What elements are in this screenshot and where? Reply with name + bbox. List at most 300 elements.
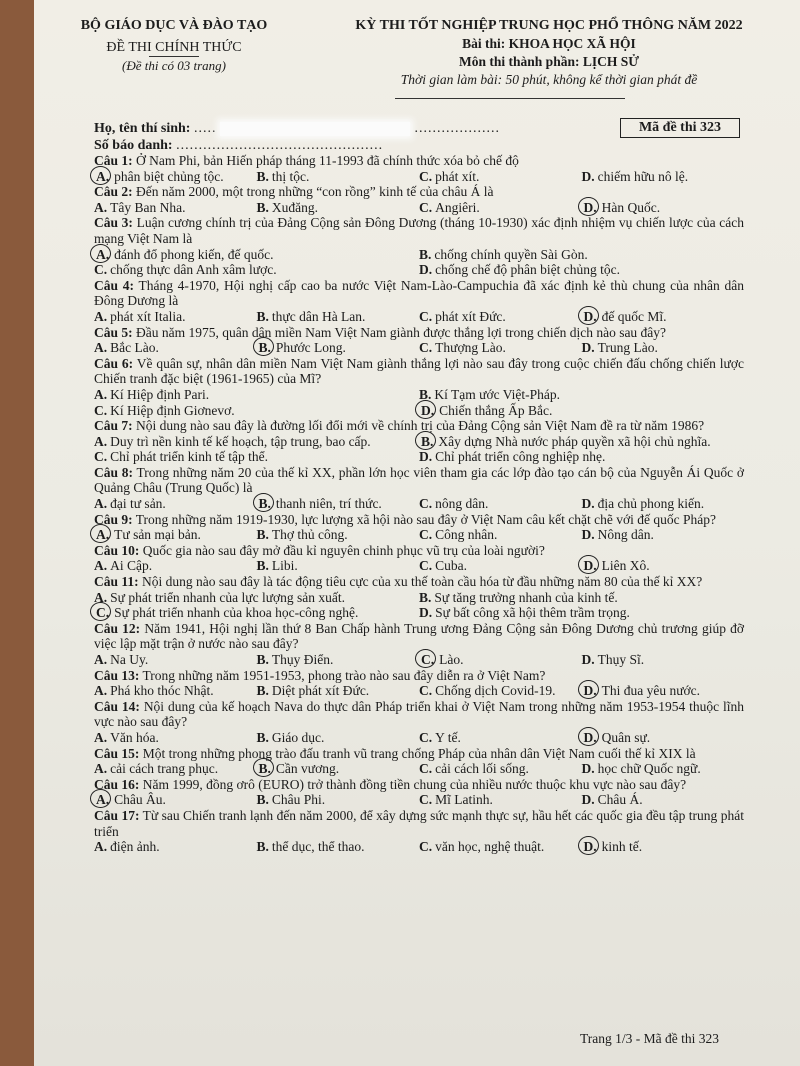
answer-option-b xyxy=(257,558,420,574)
answer-text: Sự phát triển nhanh của khoa học-công nghệ. xyxy=(114,605,359,621)
circled-answer-letter: D. xyxy=(583,308,597,324)
answer-text: Trung Lào. xyxy=(597,340,658,356)
answer-letter: B. xyxy=(256,527,269,543)
answer-letter: C. xyxy=(94,402,108,418)
answer-text: Công nhân. xyxy=(435,527,498,543)
answer-text: phân biệt chủng tộc. xyxy=(114,168,224,184)
answer-letter: C. xyxy=(419,496,433,512)
answer-text: thể dục, thể thao. xyxy=(271,839,365,855)
answer-option-a xyxy=(94,558,257,574)
answer-option-d xyxy=(582,340,745,356)
question-number: Câu 11: xyxy=(94,574,139,590)
answer-text: Tây Ban Nha. xyxy=(110,199,186,215)
question-stem xyxy=(94,621,744,652)
answer-text: Quân sự. xyxy=(601,729,651,745)
answer-letter: D. xyxy=(419,262,433,278)
answer-text: chống thực dân Anh xâm lược. xyxy=(110,262,277,278)
answer-option-c xyxy=(419,309,582,325)
answer-text: chống chế độ phân biệt chủng tộc. xyxy=(435,262,620,278)
circled-answer-letter: C. xyxy=(421,652,435,667)
question-5 xyxy=(94,325,744,356)
answer-text: Chỉ phát triển kinh tế tập thể. xyxy=(110,449,268,465)
question-1 xyxy=(94,153,744,184)
answer-letter: B. xyxy=(256,558,269,574)
question-stem xyxy=(94,153,744,169)
question-12 xyxy=(94,621,744,668)
answer-text: văn học, nghệ thuật. xyxy=(435,839,545,855)
name-dots-before: ..... xyxy=(193,121,217,136)
circled-answer-letter: D. xyxy=(583,839,597,855)
answer-options xyxy=(94,200,744,216)
question-text: Đầu năm 1975, quân dân miền Nam Việt Nam giành được thắng lợi trong chiến dịch nào sau đây? xyxy=(136,324,667,340)
answer-options xyxy=(94,652,744,668)
answer-letter: D. xyxy=(581,792,595,808)
question-number: Câu 17: xyxy=(94,807,140,823)
question-stem xyxy=(94,543,744,559)
answer-option-b xyxy=(257,652,420,668)
answer-letter: C. xyxy=(419,729,433,745)
answer-option-b xyxy=(257,683,420,699)
circled-answer-letter: A. xyxy=(96,168,110,184)
question-text: Về quân sự, nhân dân miền Nam Việt Nam giành thắng lợi nào sau đây trong cuộc chiến đấu chống chiến lược Chiến tranh đặc biệt (1961-1965) của Mĩ? xyxy=(94,355,744,387)
answer-text: Mĩ Latinh. xyxy=(435,792,493,808)
answer-text: Sự tăng trưởng nhanh của kinh tế. xyxy=(434,589,618,605)
answer-option-b xyxy=(257,527,420,543)
answer-option-b xyxy=(257,496,420,512)
circled-answer-letter: D. xyxy=(583,558,597,574)
circled-answer-letter: A. xyxy=(96,527,110,543)
answer-letter: C. xyxy=(419,683,433,699)
answer-option-c xyxy=(94,605,419,621)
answer-letter: C. xyxy=(419,527,433,543)
answer-options xyxy=(94,169,744,185)
answer-option-d xyxy=(582,792,745,808)
answer-letter: C. xyxy=(419,340,433,356)
question-number: Câu 9: xyxy=(94,511,133,527)
answer-letter: C. xyxy=(419,792,433,808)
question-stem xyxy=(94,512,744,528)
answer-letter: D. xyxy=(419,605,433,621)
test-label: Bài thi: KHOA HỌC XÃ HỘI xyxy=(462,36,636,51)
question-number: Câu 15: xyxy=(94,745,140,761)
answer-options xyxy=(94,387,744,418)
answer-options xyxy=(94,730,744,746)
answer-text: Lào. xyxy=(439,652,464,667)
answer-letter: B. xyxy=(256,652,269,667)
question-text: Luận cương chính trị của Đảng Cộng sản Đông Dương (tháng 10-1930) xác định nhiệm vụ chiến lược của cách mạng Việt Nam là xyxy=(94,215,744,246)
question-6 xyxy=(94,356,744,418)
answer-option-d xyxy=(582,200,745,216)
answer-letter: B. xyxy=(256,199,269,215)
question-number: Câu 16: xyxy=(94,776,140,792)
answer-option-d xyxy=(419,605,744,621)
answer-option-d xyxy=(582,652,745,668)
answer-letter: C. xyxy=(419,839,433,855)
answer-letter: A. xyxy=(94,589,108,605)
candidate-id-label: Số báo danh: xyxy=(94,138,173,153)
answer-text: Liên Xô. xyxy=(601,558,650,574)
answer-options xyxy=(94,340,744,356)
question-9 xyxy=(94,512,744,543)
answer-letter: D. xyxy=(581,527,595,543)
question-list xyxy=(94,153,744,855)
answer-letter: C. xyxy=(419,308,433,324)
answer-text: Chiến thắng Ấp Bắc. xyxy=(439,402,553,418)
answer-option-d xyxy=(582,730,745,746)
answer-text: Phước Long. xyxy=(275,340,346,356)
answer-letter: B. xyxy=(256,839,269,855)
answer-text: thị tộc. xyxy=(271,168,310,184)
candidate-name-row xyxy=(94,120,500,137)
answer-letter: C. xyxy=(419,199,433,215)
question-text: Trong những năm 1919-1930, lực lượng xã hội nào sau đây ở Việt Nam câu kết chặt chẽ với đế quốc Pháp? xyxy=(135,511,716,527)
exam-header xyxy=(34,18,774,100)
answer-option-d xyxy=(419,403,744,419)
answer-option-d xyxy=(582,558,745,574)
question-number: Câu 8: xyxy=(94,464,134,480)
answer-text: Xuđăng. xyxy=(271,199,319,215)
question-stem xyxy=(94,574,744,590)
answer-text: Cuba. xyxy=(435,558,467,574)
circled-answer-letter: B. xyxy=(258,496,271,512)
answer-letter: C. xyxy=(94,262,108,278)
answer-text: chống chính quyền Sài Gòn. xyxy=(434,246,588,262)
answer-text: thực dân Hà Lan. xyxy=(271,308,366,324)
answer-option-a xyxy=(94,169,257,185)
answer-options xyxy=(94,792,744,808)
answer-letter: B. xyxy=(256,729,269,745)
answer-text: nông dân. xyxy=(435,496,489,512)
answer-text: Xây dựng Nhà nước pháp quyền xã hội chủ nghĩa. xyxy=(438,433,711,449)
answer-option-a xyxy=(94,590,419,606)
answer-option-a xyxy=(94,839,257,855)
answer-letter: B. xyxy=(419,246,432,262)
answer-letter: A. xyxy=(94,340,108,356)
answer-option-d xyxy=(582,839,745,855)
question-7 xyxy=(94,418,744,465)
answer-text: Thi đua yêu nước. xyxy=(601,683,701,699)
answer-options xyxy=(94,309,744,325)
answer-text: Thượng Lào. xyxy=(435,340,506,356)
question-16 xyxy=(94,777,744,808)
question-stem xyxy=(94,777,744,793)
circled-answer-letter: B. xyxy=(258,761,271,777)
exam-title: KỲ THI TỐT NGHIỆP TRUNG HỌC PHỔ THÔNG NĂM 2022 xyxy=(355,18,743,33)
answer-option-c xyxy=(419,558,582,574)
name-dots-after: ................... xyxy=(414,121,500,136)
question-text: Nội dung nào sau đây là đường lối đổi mới về chính trị của Đảng Cộng sản Việt Nam đề ra từ năm 1986? xyxy=(136,418,705,434)
answer-letter: B. xyxy=(419,589,432,605)
answer-letter: D. xyxy=(419,449,433,465)
answer-text: Kí Hiệp định Giơnevơ. xyxy=(110,402,235,418)
circled-answer-letter: B. xyxy=(258,340,271,356)
answer-option-c xyxy=(94,403,419,419)
answer-options xyxy=(94,761,744,777)
answer-option-a xyxy=(94,761,257,777)
question-text: Từ sau Chiến tranh lạnh đến năm 2000, để xây dựng sức mạnh thực sự, hầu hết các quốc gia đều tập trung phát triển xyxy=(94,807,744,839)
answer-option-a xyxy=(94,340,257,356)
answer-text: địa chủ phong kiến. xyxy=(597,496,705,512)
answer-text: Hàn Quốc. xyxy=(601,199,661,215)
answer-text: đế quốc Mĩ. xyxy=(601,308,667,324)
candidate-info xyxy=(94,120,500,154)
answer-option-b xyxy=(257,309,420,325)
question-text: Nội dung của kế hoạch Nava do thực dân Pháp triển khai ở Việt Nam trong những năm 1953-1954 thuộc lĩnh vực nào sau đây? xyxy=(94,698,745,730)
answer-option-b xyxy=(257,792,420,808)
answer-option-a xyxy=(94,496,257,512)
question-11 xyxy=(94,574,744,621)
answer-text: Sự bất công xã hội thêm trầm trọng. xyxy=(435,605,630,621)
answer-text: cải cách trang phục. xyxy=(110,761,219,777)
header-left xyxy=(34,18,314,74)
answer-letter: B. xyxy=(256,683,269,699)
answer-option-c xyxy=(419,839,582,855)
answer-text: Libi. xyxy=(271,558,298,574)
answer-options xyxy=(94,590,744,621)
answer-text: Y tế. xyxy=(435,729,461,745)
circled-answer-letter: D. xyxy=(583,729,597,745)
exam-code-box: Mã đề thi 323 xyxy=(620,118,740,138)
answer-letter: B. xyxy=(256,792,269,808)
answer-letter: C. xyxy=(419,558,433,574)
question-number: Câu 5: xyxy=(94,324,133,340)
question-stem xyxy=(94,808,744,839)
answer-option-c xyxy=(419,340,582,356)
answer-option-d xyxy=(419,449,744,465)
question-stem xyxy=(94,184,744,200)
question-text: Tháng 4-1970, Hội nghị cấp cao ba nước Việt Nam-Lào-Campuchia đã xác định kẻ thù chung của nhân dân Đông Dương là xyxy=(94,277,744,309)
answer-options xyxy=(94,683,744,699)
question-number: Câu 6: xyxy=(94,355,134,371)
circled-answer-letter: D. xyxy=(583,199,597,215)
answer-text: Văn hóa. xyxy=(110,729,159,745)
answer-option-b xyxy=(419,434,744,450)
answer-letter: A. xyxy=(94,496,108,512)
header-right xyxy=(324,18,774,88)
answer-text: đánh đổ phong kiến, đế quốc. xyxy=(114,246,274,262)
answer-letter: A. xyxy=(94,839,108,855)
answer-option-a xyxy=(94,652,257,668)
question-15 xyxy=(94,746,744,777)
page-count-note: (Đề thi có 03 trang) xyxy=(122,58,226,73)
answer-option-a xyxy=(94,247,419,263)
question-text: Trong những năm 1951-1953, phong trào nào sau đây diễn ra ở Việt Nam? xyxy=(142,667,546,683)
answer-letter: C. xyxy=(419,761,433,777)
question-17 xyxy=(94,808,744,855)
answer-option-d xyxy=(582,496,745,512)
answer-option-a xyxy=(94,527,257,543)
question-text: Ở Nam Phi, bản Hiến pháp tháng 11-1993 đã chính thức xóa bỏ chế độ xyxy=(136,153,519,168)
answer-text: phát xít Đức. xyxy=(435,308,506,324)
question-stem xyxy=(94,325,744,341)
question-stem xyxy=(94,418,744,434)
answer-text: Thợ thủ công. xyxy=(271,527,348,543)
answer-letter: A. xyxy=(94,433,108,449)
answer-text: phát xít. xyxy=(435,168,480,184)
circled-answer-letter: A. xyxy=(96,792,110,808)
answer-option-a xyxy=(94,309,257,325)
answer-option-a xyxy=(94,792,257,808)
answer-text: Bắc Lào. xyxy=(110,340,159,356)
answer-text: Chống dịch Covid-19. xyxy=(435,683,556,699)
question-2 xyxy=(94,184,744,215)
answer-option-b xyxy=(257,730,420,746)
answer-text: Angiêri. xyxy=(435,199,480,215)
answer-text: Chỉ phát triển công nghiệp nhẹ. xyxy=(435,449,606,465)
answer-letter: B. xyxy=(419,386,432,402)
answer-option-c xyxy=(419,652,582,668)
ministry-name: BỘ GIÁO DỤC VÀ ĐÀO TẠO xyxy=(80,18,268,33)
question-14 xyxy=(94,699,744,746)
answer-letter: D. xyxy=(581,340,595,356)
answer-options xyxy=(94,839,744,855)
question-text: Nội dung nào sau đây là tác động tiêu cực của xu thế toàn cầu hóa từ đầu những năm 80 của thế kỉ XX? xyxy=(142,574,703,590)
circled-answer-letter: C. xyxy=(96,605,110,621)
time-note: Thời gian làm bài: 50 phút, không kể thời gian phát đề xyxy=(400,72,698,87)
answer-text: Kí Hiệp định Pari. xyxy=(110,386,210,402)
answer-text: Châu Á. xyxy=(597,792,643,808)
subject-label: Môn thi thành phần: LỊCH SỬ xyxy=(459,54,639,69)
answer-option-b xyxy=(257,340,420,356)
answer-letter: D. xyxy=(581,761,595,777)
question-text: Năm 1999, đồng ơrô (EURO) trở thành đồng tiền chung của nhiều nước thuộc khu vực nào sau đây? xyxy=(142,776,687,792)
answer-option-c xyxy=(419,169,582,185)
answer-text: phát xít Italia. xyxy=(110,308,186,324)
question-4 xyxy=(94,278,744,325)
answer-option-b xyxy=(419,247,744,263)
answer-text: Kí Tạm ước Việt-Pháp. xyxy=(434,386,561,402)
answer-text: chiếm hữu nô lệ. xyxy=(597,168,689,184)
answer-option-d xyxy=(582,169,745,185)
question-stem xyxy=(94,278,744,309)
question-stem xyxy=(94,668,744,684)
answer-option-a xyxy=(94,434,419,450)
header-divider-right xyxy=(395,98,625,99)
answer-option-c xyxy=(419,200,582,216)
answer-option-b xyxy=(257,839,420,855)
answer-option-c xyxy=(419,496,582,512)
candidate-name-label: Họ, tên thí sinh: xyxy=(94,121,191,136)
answer-text: Cần vương. xyxy=(275,761,340,777)
answer-option-d xyxy=(582,761,745,777)
answer-text: Thụy Điển. xyxy=(271,652,334,667)
answer-text: kinh tế. xyxy=(601,839,643,855)
answer-options xyxy=(94,247,744,278)
answer-text: Châu Âu. xyxy=(114,792,166,808)
question-stem xyxy=(94,699,744,730)
answer-letter: D. xyxy=(581,496,595,512)
answer-text: Duy trì nền kinh tế kế hoạch, tập trung, bao cấp. xyxy=(110,433,371,449)
answer-option-d xyxy=(582,309,745,325)
answer-text: Giáo dục. xyxy=(271,729,325,745)
question-stem xyxy=(94,356,744,387)
answer-letter: D. xyxy=(581,168,595,184)
question-number: Câu 14: xyxy=(94,698,140,714)
answer-options xyxy=(94,558,744,574)
question-number: Câu 13: xyxy=(94,667,140,683)
answer-option-b xyxy=(257,169,420,185)
answer-letter: A. xyxy=(94,558,108,574)
answer-letter: D. xyxy=(581,652,595,667)
answer-text: Sự phát triển nhanh của lực lượng sản xuất. xyxy=(110,589,346,605)
answer-letter: C. xyxy=(94,449,108,465)
question-text: Một trong những phong trào đấu tranh vũ trang chống Pháp của nhân dân Việt Nam cuối thế kỉ XIX là xyxy=(142,745,696,761)
answer-letter: B. xyxy=(256,308,269,324)
answer-text: cải cách lối sống. xyxy=(435,761,529,777)
redacted-name xyxy=(220,122,410,136)
answer-option-b xyxy=(419,590,744,606)
answer-option-c xyxy=(419,527,582,543)
question-number: Câu 4: xyxy=(94,277,134,293)
answer-text: học chữ Quốc ngữ. xyxy=(597,761,701,777)
header-divider-left xyxy=(149,56,199,57)
page-footer: Trang 1/3 - Mã đề thi 323 xyxy=(580,1031,719,1046)
answer-text: Phá kho thóc Nhật. xyxy=(110,683,214,699)
answer-letter: A. xyxy=(94,199,108,215)
question-number: Câu 7: xyxy=(94,418,133,434)
answer-letter: A. xyxy=(94,308,108,324)
answer-option-c xyxy=(419,683,582,699)
answer-text: Thụy Sĩ. xyxy=(597,652,645,667)
answer-option-b xyxy=(419,387,744,403)
answer-option-b xyxy=(257,200,420,216)
answer-option-c xyxy=(419,761,582,777)
question-number: Câu 1: xyxy=(94,153,133,168)
question-stem xyxy=(94,215,744,246)
answer-text: thanh niên, trí thức. xyxy=(275,496,382,512)
question-text: Trong những năm 20 của thế kỉ XX, phần lớn học viên tham gia các lớp đào tạo cán bộ của Nguyễn Ái Quốc ở Quảng Châu (Trung Quốc) là xyxy=(94,464,744,496)
question-stem xyxy=(94,465,744,496)
question-number: Câu 12: xyxy=(94,620,141,636)
answer-letter: A. xyxy=(94,386,108,402)
circled-answer-letter: D. xyxy=(583,683,597,699)
answer-option-a xyxy=(94,200,257,216)
answer-options xyxy=(94,496,744,512)
answer-letter: A. xyxy=(94,683,108,699)
answer-option-d xyxy=(582,683,745,699)
answer-option-c xyxy=(419,792,582,808)
question-10 xyxy=(94,543,744,574)
answer-text: Na Uy. xyxy=(110,652,149,667)
answer-option-c xyxy=(419,730,582,746)
answer-text: Nông dân. xyxy=(597,527,654,543)
question-13 xyxy=(94,668,744,699)
answer-options xyxy=(94,527,744,543)
official-label: ĐỀ THI CHÍNH THỨC xyxy=(106,40,242,55)
answer-option-d xyxy=(582,527,745,543)
answer-text: Ai Cập. xyxy=(110,558,153,574)
answer-option-c xyxy=(94,262,419,278)
question-text: Quốc gia nào sau đây mở đầu kỉ nguyên chinh phục vũ trụ của loài người? xyxy=(142,542,545,558)
answer-option-a xyxy=(94,683,257,699)
answer-letter: B. xyxy=(256,168,269,184)
answer-text: Châu Phi. xyxy=(271,792,326,808)
answer-text: Tư sản mại bản. xyxy=(114,527,201,543)
answer-option-d xyxy=(419,262,744,278)
question-number: Câu 3: xyxy=(94,215,133,231)
circled-answer-letter: D. xyxy=(421,402,435,418)
answer-text: đại tư sản. xyxy=(110,496,166,512)
id-dots: .............................................. xyxy=(176,138,384,153)
answer-text: điện ảnh. xyxy=(110,839,160,855)
answer-letter: C. xyxy=(419,168,433,184)
question-text: Năm 1941, Hội nghị lần thứ 8 Ban Chấp hành Trung ương Đảng Cộng sản Đông Dương chủ trương giúp đỡ việc lập mặt trận ở nước nào sau đây? xyxy=(94,620,745,652)
answer-option-b xyxy=(257,761,420,777)
answer-text: Diệt phát xít Đức. xyxy=(271,683,370,699)
question-number: Câu 2: xyxy=(94,184,133,200)
answer-option-a xyxy=(94,387,419,403)
question-number: Câu 10: xyxy=(94,542,140,558)
